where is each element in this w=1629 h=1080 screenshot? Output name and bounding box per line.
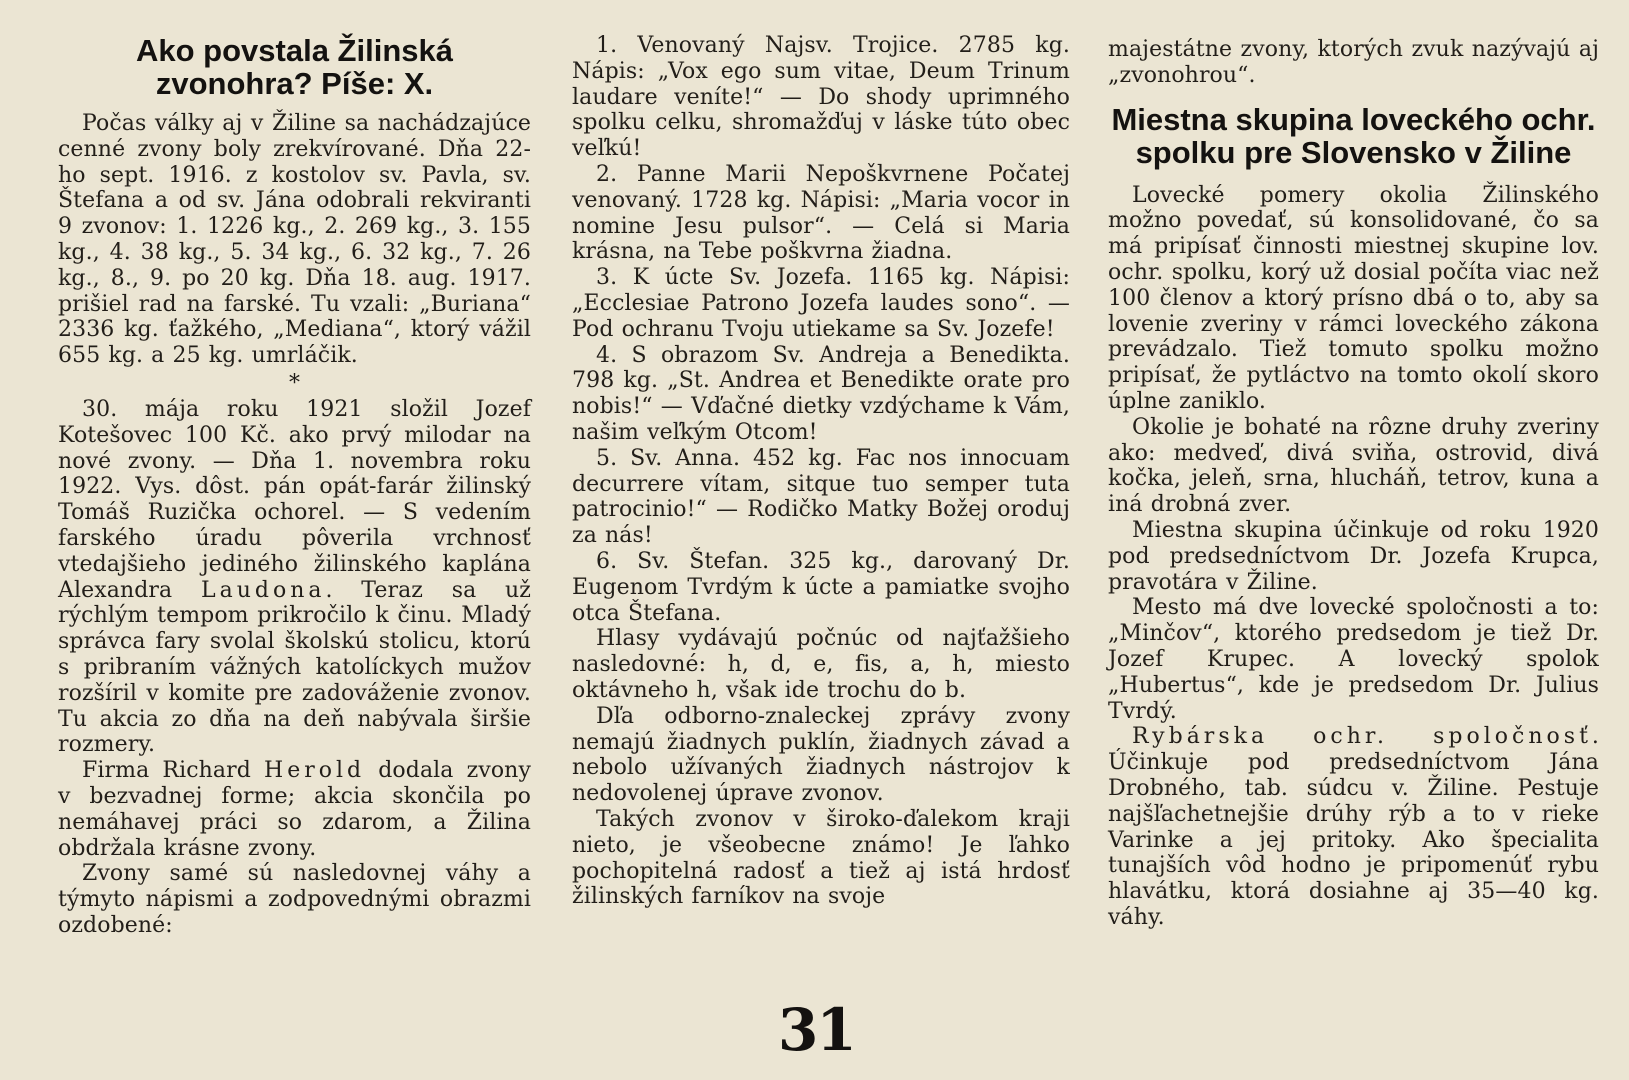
paragraph: Hlasy vydávajú počnúc od najťažšieho nasledovné: h, d, e, fis, a, h, miesto oktávneho h, však ide trochu do b. (572, 626, 1070, 703)
text-run: Firma Richard (82, 758, 265, 784)
paragraph: Dľa odborno-znaleckej zprávy zvony nemajú žiadnych puklín, žiadnych závad a nebolo užívaných žiadnych nástrojov k nedovolenej úprave zvonov. (572, 703, 1070, 807)
paragraph: Zvony samé sú nasledovnej váhy a týmyto nápismi a zodpovednými obrazmi ozdobené: (58, 861, 531, 938)
article-title-zvonohra: Ako povstala Žilinská zvonohra? Píše: X. (136, 33, 453, 101)
text-run: 30. mája roku 1921 složil Jozef Kotešovec 100 Kč. ako prvý milodar na nové zvony. — Dňa 1. novembra roku 1922. Vys. dôst. pán opát-farár žilinský Tomáš Ruzička ochorel. — S vedením farského úradu pôverila vrchnosť vtedajšieho jediného žilinského kaplána Alexandra (58, 396, 531, 603)
column-middle (572, 0, 1070, 910)
paragraph: Takých zvonov v široko-ďalekom kraji nieto, je všeobecne známo! Je ľahko pochopitelná radosť a tiež aj istá hrdosť žilinských farníkov na svoje (572, 806, 1070, 910)
paragraph: 2. Panne Marii Nepoškvrnene Počatej venovaný. 1728 kg. Nápisi: „Maria vocor in nomine Jesu pulsor“. — Celá si Maria krásna, na Tebe poškvrna žiadna. (572, 161, 1070, 265)
paragraph: 4. S obrazom Sv. Andreja a Benedikta. 798 kg. „St. Andrea et Benedikte orate pro nobis!“ — Vďačné dietky vzdýchame k Vám, našim veľkým Otcom! (572, 342, 1070, 445)
paragraph-continued: majestátne zvony, ktorých zvuk nazývajú aj „zvonohrou“. (1108, 37, 1599, 88)
page-number: 31 (778, 996, 855, 1064)
text-run: dodala zvony v bezvadnej forme; akcia skončila po nemáhavej práci so zdarom, a Žilina obdržala krásne zvony. (58, 758, 531, 861)
paragraph: Okolie je bohaté na rôzne druhy zveriny ako: medveď, divá sviňa, ostrovid, divá kočka, jeleň, srna, hlucháň, tetrov, kuna a iná drobná zver. (1108, 414, 1599, 518)
paragraph: 1. Venovaný Najsv. Trojice. 2785 kg. Nápis: „Vox ego sum vitae, Deum Trinum laudare veníte!“ — Do shody uprimného spolku celku, shromažďuj v láske túto obec veľkú! (572, 33, 1070, 162)
paragraph: Miestna skupina účinkuje od roku 1920 pod predsedníctvom Dr. Jozefa Krupca, pravotára v Žiline. (1108, 517, 1599, 595)
paragraph (58, 397, 531, 758)
spaced-name: Herold (264, 758, 366, 784)
column-right (1108, 0, 1599, 931)
text-run: . Účinkuje pod predsedníctvom Jána Drobného, tab. súdcu v. Žiline. Pestuje najšľachetnejšie drúhy rýb a to v rieke Varinke a jej pritoky. Ako špecialita tunajších vôd hodno je pripomenúť rybu hlavátku, ktorá dosiahne aj 35—40 kg. váhy. (1108, 724, 1599, 930)
paragraph: 5. Sv. Anna. 452 kg. Fac nos innocuam decurrere vítam, sitque tuo semper tuta patrocinio!“ — Rodičko Matky Božej oroduj za nás! (572, 445, 1070, 549)
article-title-lovecky-spolok: Miestna skupina loveckého ochr. spolku pre Slovensko v Žiline (1111, 101, 1596, 170)
section-divider-asterisk: * (289, 370, 300, 396)
text-run: . Teraz sa už rýchlým tempom prikročilo k činu. Mladý správca fary svolal školskú stolicu, ktorú s pribraním vážných katolíckych mužov rozšíril v komite pre zadováženie zvonov. Tu akcia zo dňa na deň nabývala širšie rozmery. (58, 577, 531, 758)
paragraph (1108, 724, 1599, 930)
column-left (58, 0, 531, 939)
paragraph: Mesto má dve lovecké spoločnosti a to: „Minčov“, ktorého predsedom je tiež Dr. Jozef Krupec. A lovecký spolok „Hubertus“, kde je predsedom Dr. Julius Tvrdý. (1108, 595, 1599, 724)
paragraph: 6. Sv. Štefan. 325 kg., darovaný Dr. Eugenom Tvrdým k úcte a pamiatke svojho otca Štefana. (572, 548, 1070, 626)
spaced-name: Rybárska ochr. spoločnosť (1132, 724, 1592, 750)
paragraph: Počas války aj v Žiline sa nachádzajúce cenné zvony boly zrekvírované. Dňa 22-ho sept. 1916. z kostolov sv. Pavla, sv. Štefana a od sv. Jána odobrali rekviranti 9 zvonov: 1. 1226 kg., 2. 269 kg., 3. 155 kg., 4. 38 kg., 5. 34 kg., 6. 32 kg., 7. 26 kg., 8., 9. po 20 kg. Dňa 18. aug. 1917. prišiel rad na farské. Tu vzali: „Buriana“ 2336 kg. ťažkého, „Mediana“, ktorý vážil 655 kg. a 25 kg. umrláčik. (58, 111, 531, 369)
spaced-name: Laudona (200, 577, 326, 603)
paragraph (58, 758, 531, 861)
paragraph: Lovecké pomery okolia Žilinského možno povedať, sú konsolidované, čo sa má pripísať činnosti miestnej skupine lov. ochr. spolku, korý už dosial počíta viac než 100 členov a ktorý prísno dbá o to, aby sa lovenie zveriny v rámci loveckého zákona prevádzalo. Tiež tomuto spolku možno pripísať, že pytláctvo na tomto okolí skoro úplne zaniklo. (1108, 182, 1599, 414)
paragraph: 3. K úcte Sv. Jozefa. 1165 kg. Nápisi: „Ecclesiae Patrono Jozefa laudes sono“. — Pod ochranu Tvoju utiekame sa Sv. Jozefe! (572, 265, 1070, 342)
